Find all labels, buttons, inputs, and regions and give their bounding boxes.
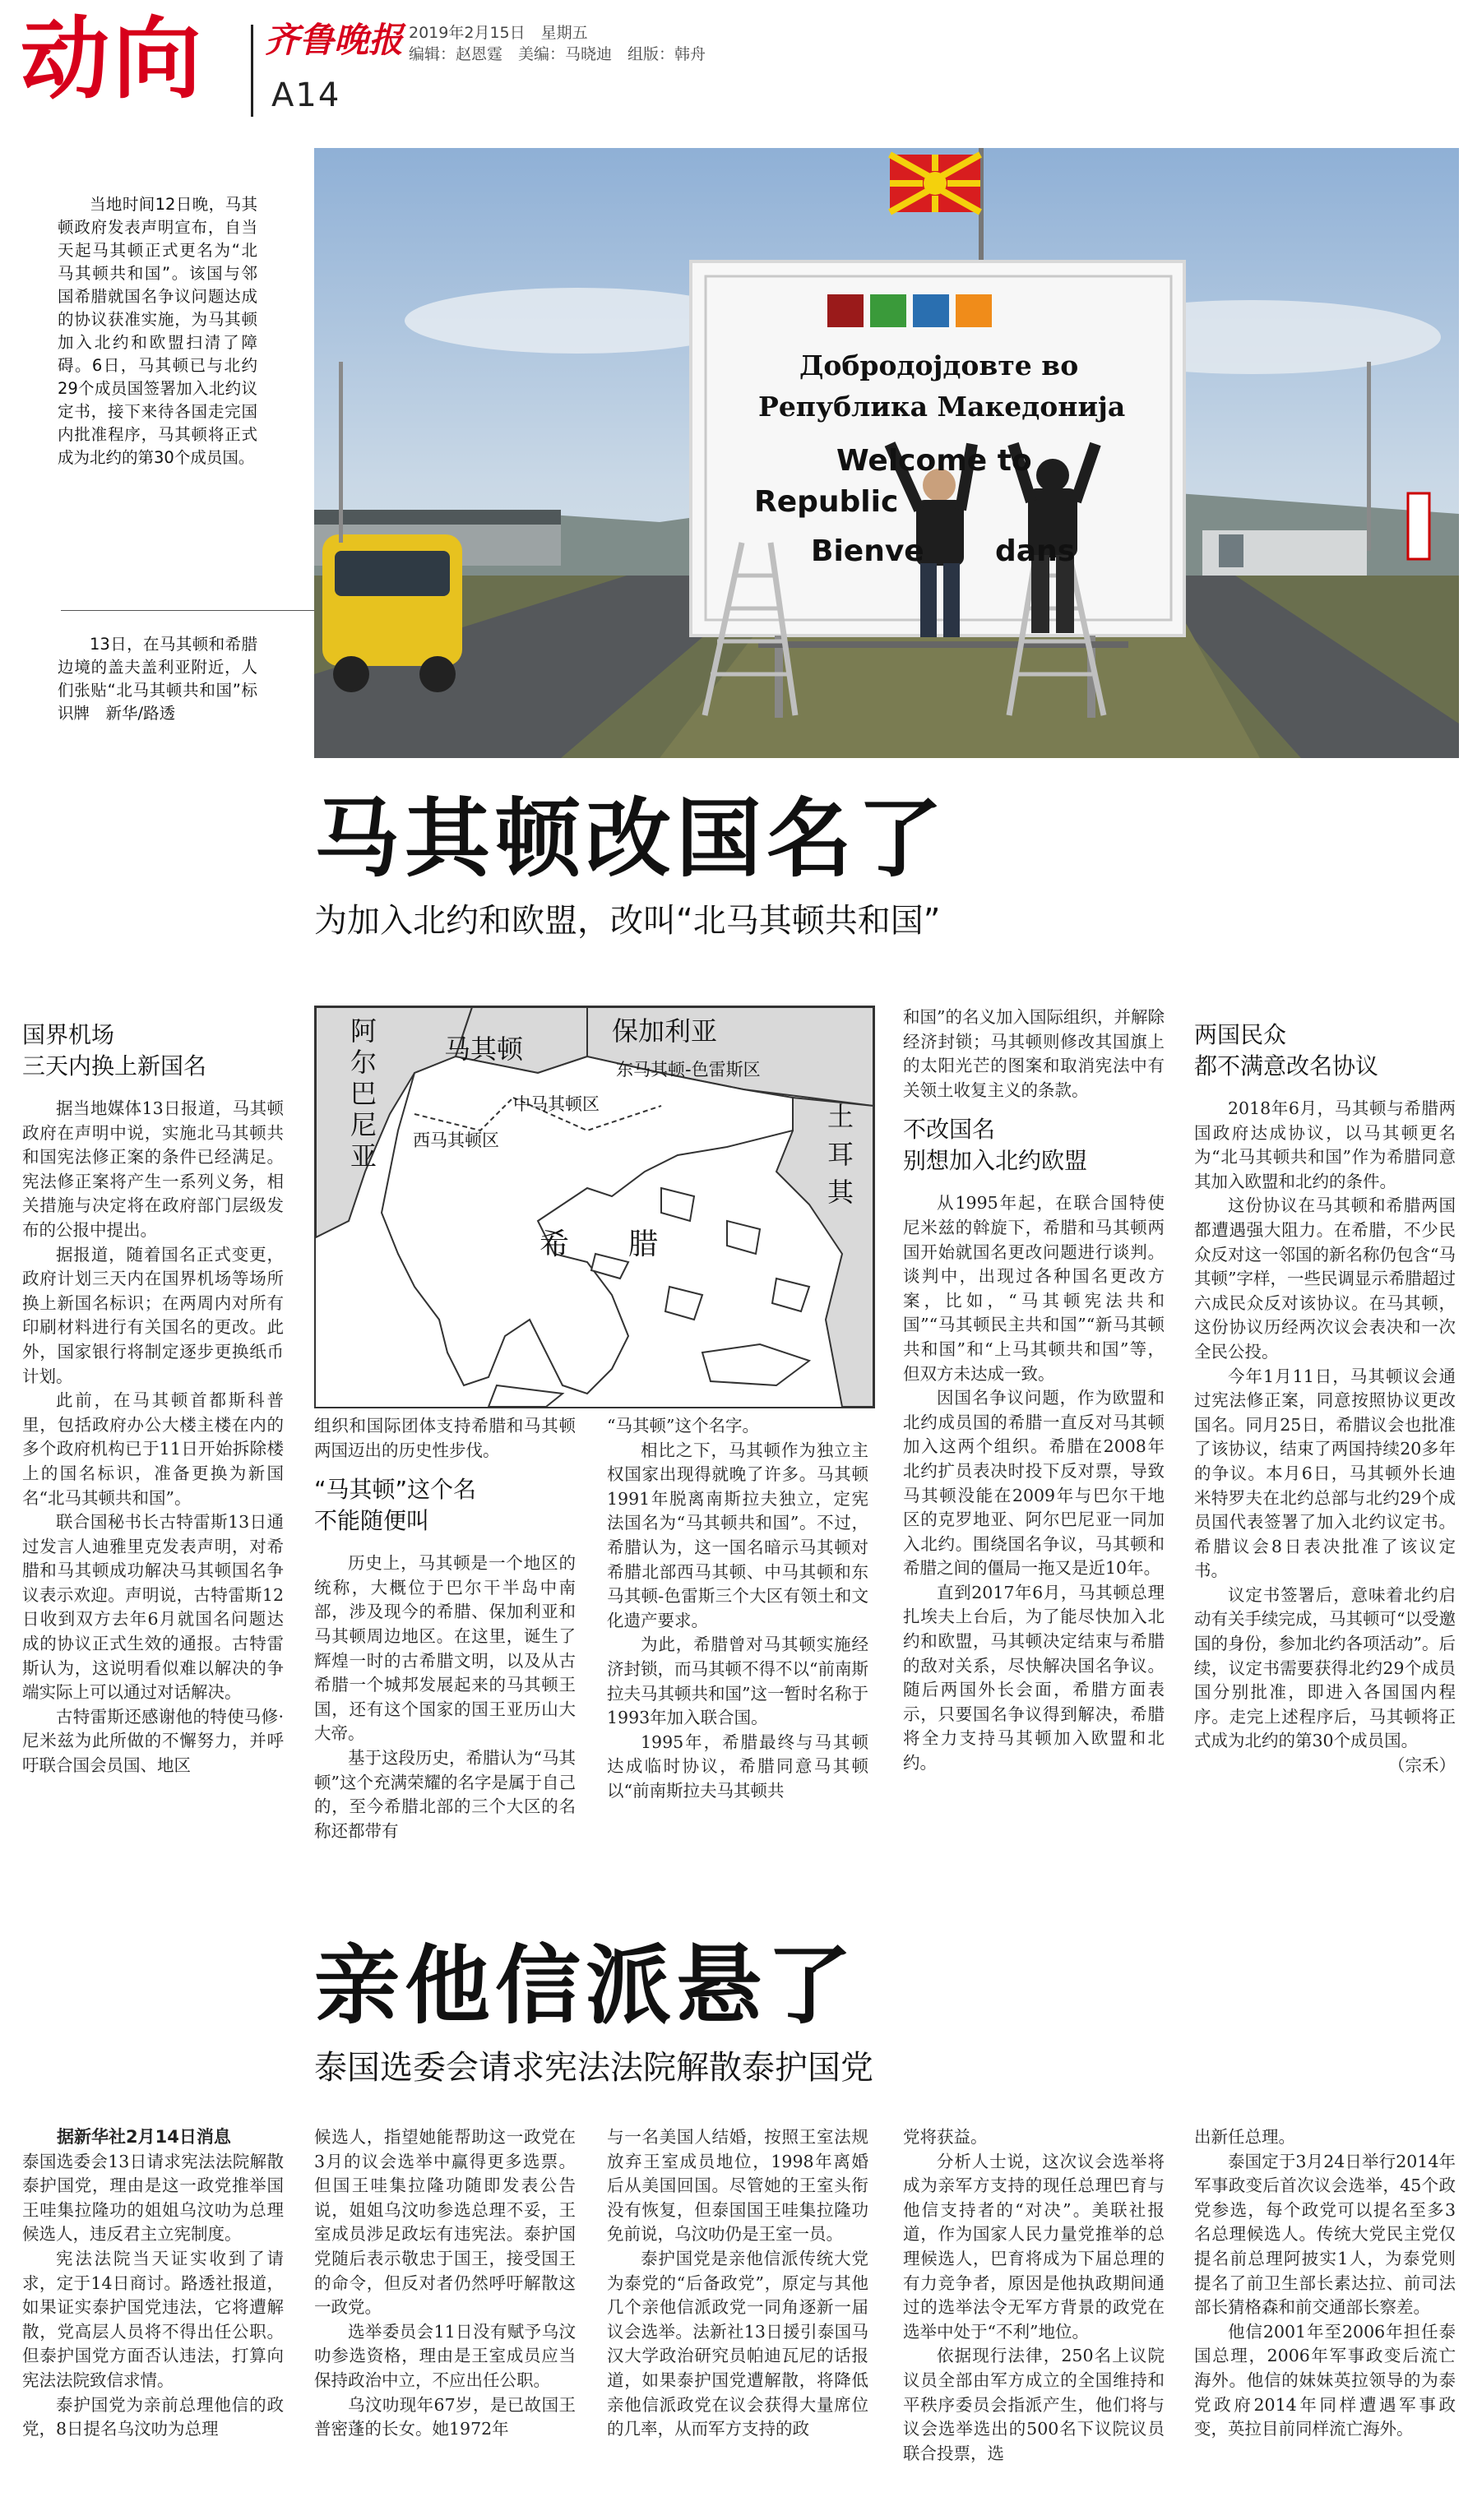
masthead xyxy=(0,0,1468,132)
editor-line: 编辑：赵恩霆 美编：马晓迪 组版：韩舟 xyxy=(409,45,706,63)
story2-column-1: 据新华社2月14日消息 泰国选委会13日请求宪法法院解散泰护国党，理由是这一政党推举国王哇集拉隆功的姐姐乌汶叻为总理候选人，违反君主立宪制度。 宪法法院当天证实收到了请求，定于14日商讨。路透社报道，如果证实泰护国党违法，它将遭解散，党高层人员将不得出任公职。但泰护国党方面否认违法，打算向宪法法院致信求情。 泰护国党为亲前总理他信的政党，8日提名乌汶叻为总理 xyxy=(22,2127,284,2439)
masthead-divider xyxy=(251,25,253,117)
date-line: 2019年2月15日 星期五 xyxy=(409,24,588,42)
story2-subheadline: 泰国选委会请求宪法法院解散泰护国党 xyxy=(314,2049,873,2087)
story1-column-2: 组织和国际团体支持希腊和马其顿两国迈出的历史性步伐。 “马其顿”这个名 不能随便叫 历史上，马其顿是一个地区的统称，大概位于巴尔干半岛中南部，涉及现今的希腊、保加利亚和马其顿周边地区。在这里，诞生了辉煌一时的古希腊文明，以及从古希腊一个城邦发展起来的马其顿王国，还有这个国家的国王亚历山大大帝。 基于这段历史，希腊认为“马其顿”这个充满荣耀的名字是属于自己的，至今希腊北部的三个大区的名称还都带有 xyxy=(314,1416,576,1841)
sign-line-5: Bienve xyxy=(811,534,924,568)
story1-column-4: 和国”的名义加入国际组织，并解除经济封锁；马其顿则修改其国旗上的太阳光芒的图案和取消宪法中有关领土收复主义的条款。 不改国名 别想加入北约欧盟 从1995年起，在联合国特使尼米兹的斡旋下，希腊和马其顿两国开始就国名更改问题进行谈判。谈判中，出现过各种国名更改方案，比如，“马其顿宪法共和国”“马其顿民主共和国”“新马其顿共和国”和“上马其顿共和国”等，但双方未达成一致。 因国名争议问题，作为欧盟和北约成员国的希腊一直反对马其顿加入这两个组织。希腊在2008年北约扩员表决时投下反对票，导致马其顿没能在2009年与巴尔干地区的克罗地亚、阿尔巴尼亚一同加入北约。围绕国名争议，马其顿和希腊之间的僵局一拖又是近10年。 直到2017年6月，马其顿总理扎埃夫上台后，为了能尽快加入北约和欧盟，马其顿决定结束与希腊的敌对关系，尽快解决国名争议。随后两国外长会面，希腊方面表示，只要国名争议得到解决，希腊将全力支持马其顿加入欧盟和北约。 xyxy=(903,1007,1165,1773)
dateline: 据新华社2月14日消息 xyxy=(57,2127,231,2147)
greece-map xyxy=(314,1006,875,1408)
sign-line-6: dans xyxy=(995,534,1076,568)
story1-headline: 马其顿改国名了 xyxy=(314,788,948,889)
map-label-east-region: 东马其顿-色雷斯区 xyxy=(616,1060,761,1080)
map-label-west-region: 西马其顿区 xyxy=(413,1131,499,1150)
page-number: A14 xyxy=(271,76,341,114)
story2-column-4: 党将获益。 分析人士说，这次议会选举将成为亲军方支持的现任总理巴育与他信支持者的“对决”。美联社报道，作为国家人民力量党推举的总理候选人，巴育将成为下届总理的有力竞争者，原因是他执政期间通过的选举法令无军方背景的政党在选举中处于“不利”地位。 依据现行法律，250名上议院议员全部由军方成立的全国维持和平秩序委员会指派产生，他们将与议会选举选出的500名下议院议员联合投票，选 xyxy=(903,2127,1165,2463)
sign-line-3: Welcome to xyxy=(836,444,1032,478)
caption-rule xyxy=(61,610,314,611)
sign-line-2: Република Македонија xyxy=(758,391,1126,423)
sign-line-4: Republic xyxy=(754,485,899,519)
section-title: 动向 xyxy=(21,8,206,111)
story1-column-1: 国界机场 三天内换上新国名 据当地媒体13日报道，马其顿政府在声明中说，实施北马其顿共和国宪法修正案的条件已经满足。宪法修正案将产生一系列义务，相关措施与决定将在政府部门层级发布的公报中提出。 据报道，随着国名正式变更，政府计划三天内在国界机场等场所换上新国名标识；在两周内对所有印刷材料进行有关国名的更改。此外，国家银行将制定逐步更换纸币计划。 此前，在马其顿首都斯科普里，包括政府办公大楼主楼在内的多个政府机构已于11日开始拆除楼上的国名标识，准备更换为新国名“北马其顿共和国”。 联合国秘书长古特雷斯13日通过发言人迪雅里克发表声明，对希腊和马其顿成功解决马其顿国名争议表示欢迎。声明说，古特雷斯12日收到双方去年6月就国名问题达成的协议正式生效的通报。古特雷斯认为，这说明看似难以解决的争端实际上可以通过对话解决。 古特雷斯还感谢他的特使马修·尼米兹为此所做的不懈努力，并呼吁联合国会员国、地区 xyxy=(22,1021,284,1776)
story2-column-2: 候选人，指望她能帮助这一政党在3月的议会选举中赢得更多选票。但国王哇集拉隆功随即发表公告说，姐姐乌汶叻参选总理不妥，王室成员涉足政坛有违宪法。泰护国党随后表示敬忠于国王，接受国王的命令，但反对者仍然呼吁解散这一政党。 选举委员会11日没有赋予乌汶叻参选资格，理由是王室成员应当保持政治中立，不应出任公职。 乌汶叻现年67岁，是已故国王普密蓬的长女。她1972年 xyxy=(314,2127,576,2439)
section-subhead: “马其顿”这个名 不能随便叫 xyxy=(314,1476,477,1535)
story2-headline: 亲他信派悬了 xyxy=(314,1935,858,2036)
map-label-albania: 阿尔巴尼亚 xyxy=(350,1015,377,1172)
section-subhead: 国界机场 三天内换上新国名 xyxy=(22,1021,207,1080)
map-label-macedonia: 马其顿 xyxy=(444,1033,524,1065)
byline: （宗禾） xyxy=(1388,1755,1456,1776)
map-label-central-region: 中马其顿区 xyxy=(513,1094,600,1114)
story1-column-5: 两国民众 都不满意改名协议 2018年6月，马其顿与希腊两国政府达成协议，以马其顿更名为“北马其顿共和国”作为希腊同意其加入欧盟和北约的条件。 这份协议在马其顿和希腊两国都遭遇强大阻力。在希腊，不少民众反对这一邻国的新名称仍包含“马其顿”字样，一些民调显示希腊超过六成民众反对该协议。在马其顿，这份协议历经两次议会表决和一次全民公投。 今年1月11日，马其顿议会通过宪法修正案，同意按照协议更改国名。同月25日，希腊议会也批准了该协议，结束了两国持续20多年的争议。本月6日，马其顿外长迪米特罗夫在北约总部与北约29个成员国代表签署了加入北约议定书。希腊议会8日表决批准了该议定书。 议定书签署后，意味着北约启动有关手续完成，马其顿可“以受邀国的身份，参加北约各项活动”。后续，议定书需要获得北约29个成员国分别批准，即进入各国国内程序。走完上述程序后，马其顿将正式成为北约的第30个成员国。 （宗禾） xyxy=(1194,1020,1456,1875)
section-subhead: 不改国名 别想加入北约欧盟 xyxy=(903,1116,1088,1175)
sign-line-1: Добродојдовте во xyxy=(799,349,1079,381)
brand-logo: 齐鲁晚报 xyxy=(265,20,404,60)
story1-lead: 当地时间12日晚，马其顿政府发表声明宣布，自当天起马其顿正式更名为“北马其顿共和国”。该国与邻国希腊就国名争议问题达成的协议获准实施，为马其顿加入北约和欧盟扫清了障碍。6日，马其顿已与北约29个成员国签署加入北约议定书，接下来待各国走完国内批准程序，马其顿将正式成为北约的第30个成员国。 xyxy=(58,195,257,467)
story1-column-3: “马其顿”这个名字。 相比之下，马其顿作为独立主权国家出现得就晚了许多。马其顿1991年脱离南斯拉夫独立，定宪法国名为“马其顿共和国”。不过，希腊认为，这一国名暗示马其顿对希腊北部西马其顿、中马其顿和东马其顿-色雷斯三个大区有领土和文化遗产要求。 为此，希腊曾对马其顿实施经济封锁，而马其顿不得不以“前南斯拉夫马其顿共和国”这一暂时名称于1993年加入联合国。 1995年，希腊最终与马其顿达成临时协议，希腊同意马其顿以“前南斯拉夫马其顿共 xyxy=(607,1416,868,1801)
story1-subheadline: 为加入北约和欧盟，改叫“北马其顿共和国” xyxy=(314,902,941,940)
photo-caption: 13日，在马其顿和希腊边境的盖夫盖利亚附近，人们张贴“北马其顿共和国”标识牌 新华/路透 xyxy=(58,635,257,723)
map-label-greece: 希 腊 xyxy=(540,1228,659,1261)
map-label-turkey: 土耳其 xyxy=(827,1101,854,1208)
story2-column-5: 出新任总理。 泰国定于3月24日举行2014年军事政变后首次议会选举，45个政党参选，每个政党可以提名至多3名总理候选人。传统大党民主党仅提名前总理阿披实1人，为泰党则提名了前卫生部长素达拉、前司法部长猜格森和前交通部长察差。 他信2001年至2006年担任泰国总理，2006年军事政变后流亡海外。他信的妹妹英拉领导的为泰党政府2014年同样遭遇军事政变，英拉目前同样流亡海外。 xyxy=(1194,2127,1456,2439)
section-subhead: 两国民众 都不满意改名协议 xyxy=(1194,1021,1379,1080)
map-label-bulgaria: 保加利亚 xyxy=(612,1015,718,1047)
border-sign-photo xyxy=(314,148,1459,758)
story2-column-3: 与一名美国人结婚，按照王室法规放弃王室成员地位，1998年离婚后从美国回国。尽管她的王室头衔没有恢复，但泰国国王哇集拉隆功免前说，乌汶叻仍是王室一员。 泰护国党是亲他信派传统大党为泰党的“后备政党”，原定与其他几个亲他信派政党一同角逐新一届议会选举。法新社13日援引泰国马汉大学政治研究员帕迪瓦尼的话报道，如果泰护国党遭解散，将降低亲他信派政党在议会获得大量席位的几率，从而军方支持的政 xyxy=(607,2127,868,2439)
